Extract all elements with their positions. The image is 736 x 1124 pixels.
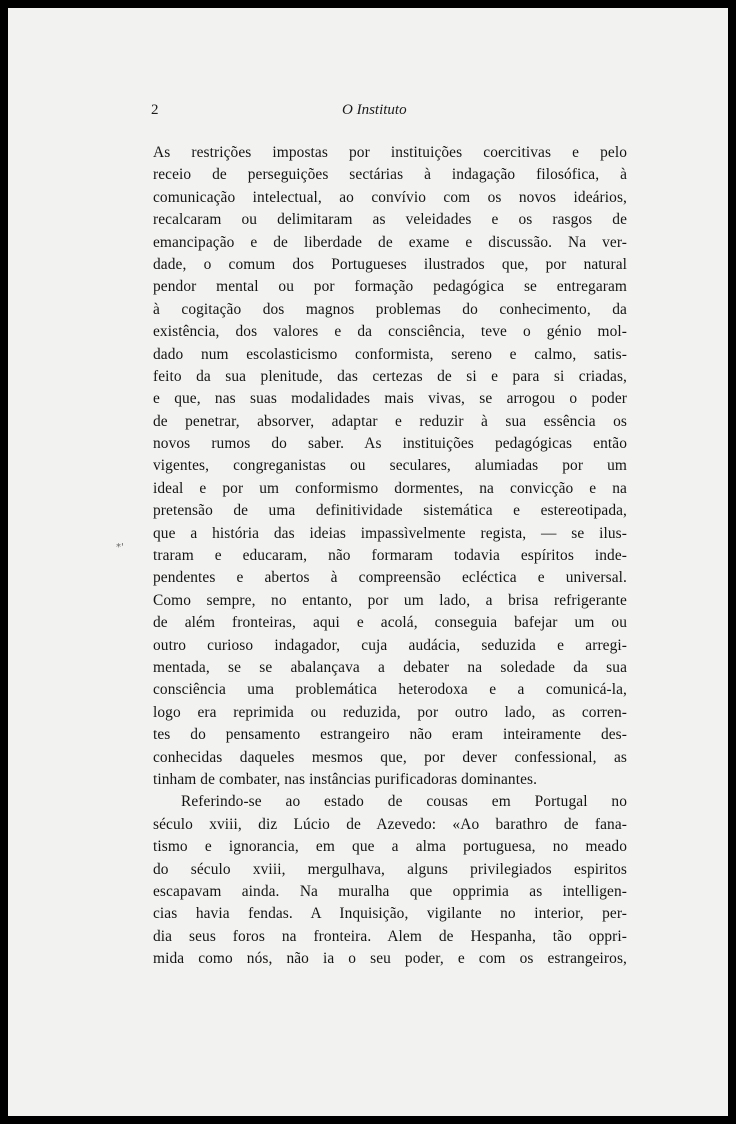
text-line: Referindo-se ao estado de cousas em Portugal no: [181, 793, 627, 811]
text-line: e que, nas suas modalidades mais vivas, se arrogou o poder: [153, 390, 627, 408]
page-header: [8, 102, 728, 126]
text-line: consciência uma problemática heterodoxa e a comunicá-la,: [153, 681, 627, 699]
text-line: à cogitação dos magnos problemas do conhecimento, da: [153, 300, 627, 318]
text-line: tes do pensamento estrangeiro não eram inteiramente des-: [153, 726, 627, 744]
body-text: [153, 142, 627, 970]
text-line: tinham de combater, nas instâncias purificadoras dominantes.: [153, 770, 538, 788]
text-line: dado num escolasticismo conformista, sereno e calmo, satis-: [153, 345, 627, 363]
text-line: pretensão de uma definitividade sistemática e estereotipada,: [153, 502, 627, 520]
text-line: existência, dos valores e da consciência, teve o génio mol-: [153, 323, 627, 341]
text-line: conhecidas daqueles mesmos que, por dever confessional, as: [153, 748, 627, 766]
running-title: O Instituto: [342, 102, 407, 118]
text-line: recalcaram ou delimitaram as veleidades e os rasgos de: [153, 211, 627, 229]
text-line: de penetrar, absorver, adaptar e reduzir à sua essência os: [153, 412, 627, 430]
text-line: dade, o comum dos Portugueses ilustrados que, por natural: [153, 255, 627, 273]
text-line: cias havia fendas. A Inquisição, vigilante no interior, per-: [153, 905, 627, 923]
text-line: mentada, se se abalançava a debater na soledade da sua: [153, 658, 627, 676]
text-line: que a história das ideias impassìvelmente regista, — se ilus-: [153, 524, 627, 542]
text-line: Como sempre, no entanto, por um lado, a brisa refrigerante: [153, 591, 627, 609]
text-line: traram e educaram, não formaram todavia espíritos inde-: [153, 547, 627, 565]
text-line: século xviii, diz Lúcio de Azevedo: «Ao barathro de fana-: [153, 815, 627, 833]
text-line: vigentes, congreganistas ou seculares, alumiadas por um: [153, 457, 627, 475]
text-line: mida como nós, não ia o seu poder, e com os estrangeiros,: [153, 950, 627, 968]
text-line: pendor mental ou por formação pedagógica se entregaram: [153, 278, 627, 296]
text-line: logo era reprimida ou reduzida, por outro lado, as corren-: [153, 703, 627, 721]
text-line: comunicação intelectual, ao convívio com os novos ideários,: [153, 188, 627, 206]
text-line: de além fronteiras, aqui e acolá, conseguia bafejar um ou: [153, 614, 627, 632]
text-line: dia seus foros na fronteira. Alem de Hespanha, tão oppri-: [153, 927, 627, 945]
text-line: receio de perseguições sectárias à indagação filosófica, à: [153, 166, 627, 184]
text-line: ideal e por um conformismo dormentes, na convicção e na: [153, 479, 627, 497]
page-number: 2: [151, 102, 159, 118]
text-line: novos rumos do saber. As instituições pedagógicas então: [153, 435, 627, 453]
text-line: As restrições impostas por instituições coercitivas e pelo: [153, 144, 627, 161]
book-page: [8, 8, 728, 1116]
text-line: escapavam ainda. Na muralha que opprimia as intelligen-: [153, 882, 627, 900]
text-line: tismo e ignorancia, em que a alma portuguesa, no meado: [153, 838, 627, 856]
text-line: feito da sua plenitude, das certezas de si e para si criadas,: [153, 367, 627, 385]
text-line: pendentes e abertos à compreensão ecléctica e universal.: [153, 569, 627, 587]
text-line: do século xviii, mergulhava, alguns privilegiados espiritos: [153, 860, 627, 878]
text-line: emancipação e de liberdade de exame e discussão. Na ver-: [153, 233, 627, 251]
text-line: outro curioso indagador, cuja audácia, seduzida e arregi-: [153, 636, 627, 654]
margin-mark: *': [116, 542, 124, 553]
